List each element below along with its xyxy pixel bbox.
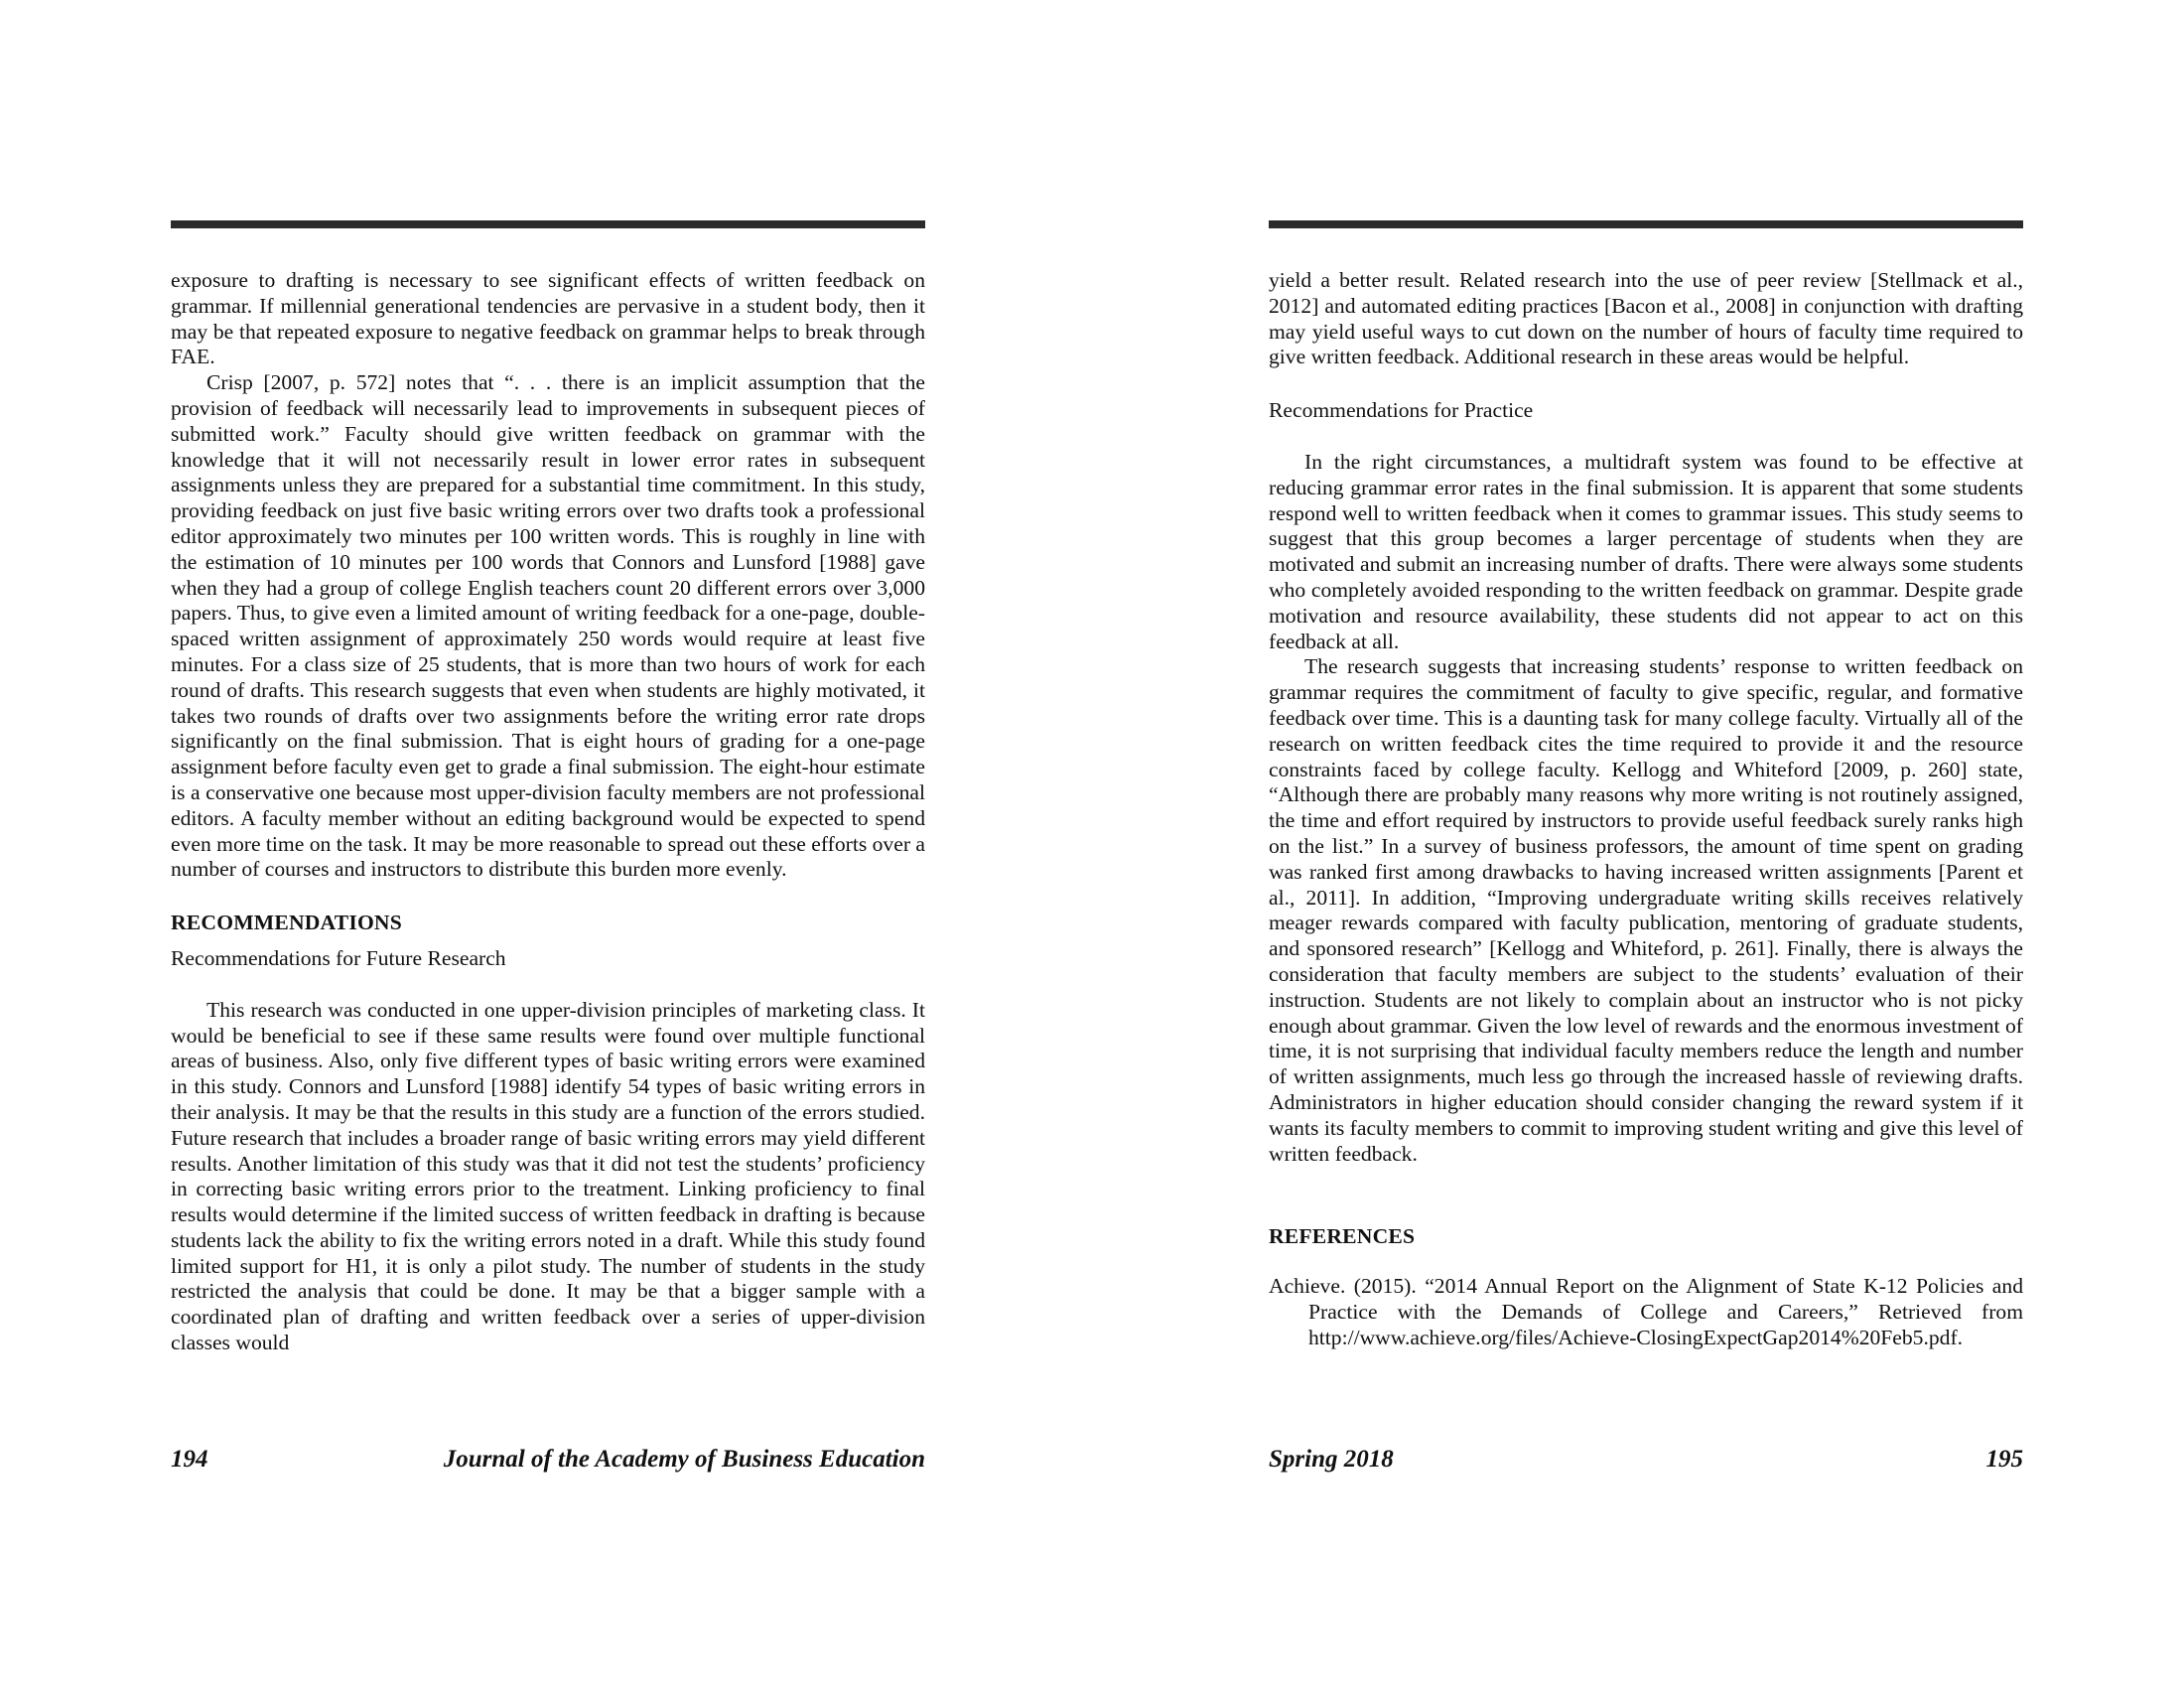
- body-paragraph: This research was conducted in one upper-division principles of marketing class. It would be beneficial to see if these same results were found over multiple functional areas of business. Also, only five different types of basic writing errors were examined in this study. Connors and Lunsford [1988] identify 54 types of basic writing errors in their analysis. It may be that the results in this study are a function of the errors studied. Future research that includes a broader range of basic writing errors may yield different results. Another limitation of this study was that it did not test the students’ proficiency in correcting basic writing errors prior to the treatment. Linking proficiency to final results would determine if the limited success of written feedback in drafting is because students lack the ability to fix the writing errors noted in a draft. While this study found limited support for H1, it is only a pilot study. The number of students in the study restricted the analysis that could be done. It may be that a bigger sample with a coordinated plan of drafting and written feedback over a series of upper-division classes would: [171, 997, 925, 1355]
- body-paragraph: exposure to drafting is necessary to see significant effects of written feedback on grammar. If millennial generational tendencies are pervasive in a student body, then it may be that repeated exposure to negative feedback on grammar helps to break through FAE.: [171, 268, 925, 369]
- body-paragraph: In the right circumstances, a multidraft system was found to be effective at reducing grammar error rates in the final submission. It is apparent that some students respond well to written feedback when it comes to grammar issues. This study seems to suggest that this group becomes a larger percentage of students when they are motivated and submit an increasing number of drafts. There were always some students who completely avoided responding to the written feedback on grammar. Despite grade motivation and resource availability, these students did not appear to act on this feedback at all.: [1269, 449, 2023, 653]
- left-page-body: [171, 268, 925, 1356]
- page-number: 194: [171, 1446, 208, 1473]
- right-page: [1269, 0, 2023, 1688]
- issue-label: Spring 2018: [1269, 1446, 1394, 1473]
- subsection-heading: Recommendations for Future Research: [171, 945, 506, 970]
- journal-title: Journal of the Academy of Business Education: [443, 1446, 925, 1473]
- header-rule: [171, 220, 925, 228]
- right-page-body: [1269, 268, 2023, 1350]
- left-page: [171, 0, 925, 1688]
- header-rule: [1269, 220, 2023, 228]
- references-heading: REFERENCES: [1269, 1224, 1416, 1249]
- subsection-heading: Recommendations for Practice: [1269, 398, 1534, 423]
- body-paragraph: The research suggests that increasing students’ response to written feedback on grammar requires the commitment of faculty to give specific, regular, and formative feedback over time. This is a daunting task for many college faculty. Virtually all of the research on written feedback cites the time required to provide it and the resource constraints faced by college faculty. Kellogg and Whiteford [2009, p. 260] state, “Although there are probably many reasons why more writing is not routinely assigned, the time and effort required by instructors to provide useful feedback surely ranks high on the list.” In a survey of business professors, the amount of time spent on grading was ranked first among drawbacks to having increased written assignments [Parent et al., 2011]. In addition, “Improving undergraduate writing skills receives relatively meager rewards compared with faculty publication, mentoring of graduate students, and sponsored research” [Kellogg and Whiteford, p. 261]. Finally, there is always the consideration that faculty members are subject to the students’ evaluation of their instruction. Students are not likely to complain about an instructor who is not picky enough about grammar. Given the low level of rewards and the enormous investment of time, it is not surprising that individual faculty members reduce the length and number of written assignments, much less go through the increased hassle of reviewing drafts. Administrators in higher education should consider changing the reward system if it wants its faculty members to commit to improving student writing and give this level of written feedback.: [1269, 654, 2023, 1166]
- page-footer: [1269, 1446, 2023, 1476]
- body-paragraph: yield a better result. Related research into the use of peer review [Stellmack et al., 2012] and automated editing practices [Bacon et al., 2008] in conjunction with drafting may yield useful ways to cut down on the number of hours of faculty time required to give written feedback. Additional research in these areas would be helpful.: [1269, 268, 2023, 369]
- section-heading: RECOMMENDATIONS: [171, 911, 402, 935]
- page-number: 195: [1985, 1446, 2023, 1473]
- page-footer: [171, 1446, 925, 1476]
- reference-entry: Achieve. (2015). “2014 Annual Report on the Alignment of State K-12 Policies and Practice with the Demands of College and Careers,” Retrieved from http://www.achieve.org/files/Achieve-ClosingExpectGap2014%20Feb5.pdf.: [1269, 1274, 2023, 1349]
- body-paragraph: Crisp [2007, p. 572] notes that “. . . there is an implicit assumption that the provision of feedback will necessarily lead to improvements in subsequent pieces of submitted work.” Faculty should give written feedback on grammar with the knowledge that it will not necessarily result in lower error rates in subsequent assignments unless they are prepared for a substantial time commitment. In this study, providing feedback on just five basic writing errors over two drafts took a professional editor approximately two minutes per 100 written words. This is roughly in line with the estimation of 10 minutes per 100 words that Connors and Lunsford [1988] gave when they had a group of college English teachers count 20 different errors over 3,000 papers. Thus, to give even a limited amount of writing feedback for a one-page, double-spaced written assignment of approximately 250 words would require at least five minutes. For a class size of 25 students, that is more than two hours of work for each round of drafts. This research suggests that even when students are highly motivated, it takes two rounds of drafts over two assignments before the writing error rate drops significantly on the final submission. That is eight hours of grading for a one-page assignment before faculty even get to grade a final submission. The eight-hour estimate is a conservative one because most upper-division faculty members are not professional editors. A faculty member without an editing background would be expected to spend even more time on the task. It may be more reasonable to spread out these efforts over a number of courses and instructors to distribute this burden more evenly.: [171, 370, 925, 882]
